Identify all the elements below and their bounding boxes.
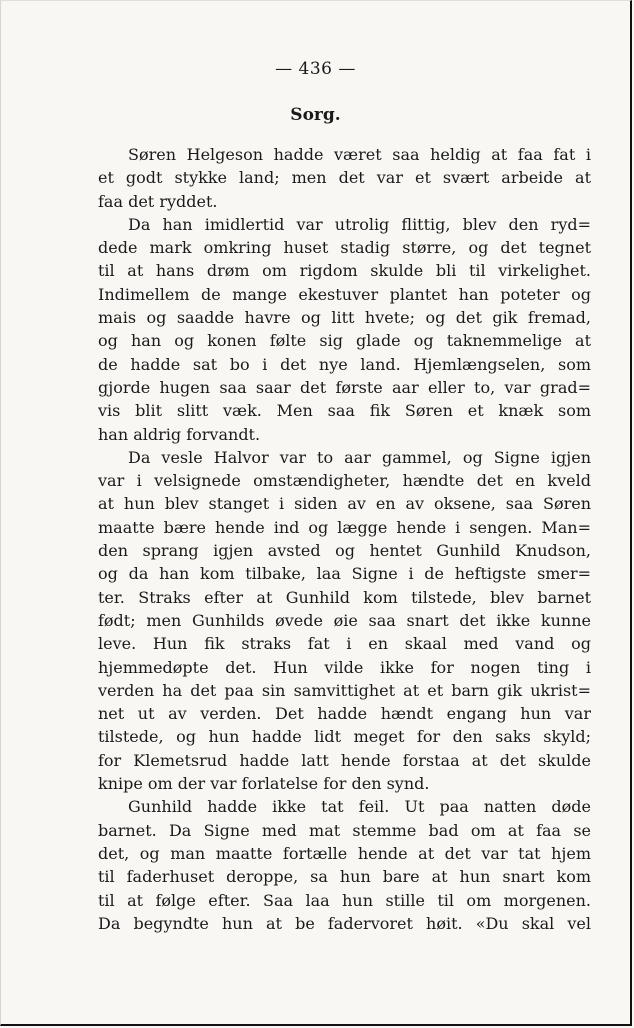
text-line: den sprang igjen avsted og hentet Gunhild Knudson,: [98, 541, 591, 561]
text-line: vis blit slitt væk. Men saa fik Søren et knæk som: [98, 401, 591, 421]
text-line: Da vesle Halvor var to aar gammel, og Signe igjen: [128, 447, 591, 467]
text-line: Gunhild hadde ikke tat feil. Ut paa natten døde: [128, 797, 591, 817]
text-line: var i velsignede omstændigheter, hændte det en kveld: [98, 471, 591, 491]
text-line: tilstede, og hun hadde lidt meget for den saks skyld;: [98, 727, 591, 747]
text-line: mais og saadde havre og litt hvete; og det gik fremad,: [98, 308, 591, 328]
text-line: gjorde hugen saa saar det første aar eller to, var grad=: [98, 377, 591, 397]
text-line: for Klemetsrud hadde latt hende forstaa at det skulde: [98, 750, 591, 770]
text-line: han aldrig forvandt.: [98, 424, 261, 444]
body-text: [98, 143, 591, 935]
text-line: født; men Gunhilds øvede øie saa snart det ikke kunne: [98, 610, 591, 630]
text-line: maatte bære hende ind og lægge hende i sengen. Man=: [98, 517, 591, 537]
text-line: det, og man maatte fortælle hende at det var tat hjem: [98, 843, 591, 863]
text-line: knipe om der var forlatelse for den synd.: [98, 774, 430, 794]
text-line: til at følge efter. Saa laa hun stille til om morgenen.: [98, 890, 591, 910]
text-line: et godt stykke land; men det var et svært arbeide at: [98, 168, 591, 188]
text-line: ter. Straks efter at Gunhild kom tilstede, blev barnet: [98, 587, 591, 607]
text-line: Da han imidlertid var utrolig flittig, blev den ryd=: [128, 214, 591, 234]
text-line: Da begyndte hun at be fadervoret høit. «Du skal vel: [98, 913, 591, 933]
text-line: net ut av verden. Det hadde hændt engang hun var: [98, 704, 591, 724]
text-line: de hadde sat bo i det nye land. Hjemlængselen, som: [98, 354, 591, 374]
text-line: dede mark omkring huset stadig større, og det tegnet: [98, 238, 591, 258]
text-line: verden ha det paa sin samvittighet at et barn gik ukrist=: [98, 680, 591, 700]
text-line: Indimellem de mange ekestuver plantet han poteter og: [98, 284, 591, 304]
text-line: barnet. Da Signe med mat stemme bad om at faa se: [98, 820, 591, 840]
text-line: leve. Hun fik straks fat i en skaal med vand og: [98, 634, 591, 654]
page-number: — 436 —: [275, 59, 356, 79]
text-line: og han og konen følte sig glade og taknemmelige at: [98, 331, 591, 351]
text-line: til at hans drøm om rigdom skulde bli til virkelighet.: [98, 261, 591, 281]
chapter-title: Sorg.: [290, 105, 341, 125]
text-line: faa det ryddet.: [98, 191, 218, 211]
text-line: og da han kom tilbake, laa Signe i de heftigste smer=: [98, 564, 591, 584]
text-line: hjemmedøpte det. Hun vilde ikke for nogen ting i: [98, 657, 591, 677]
text-line: at hun blev stanget i siden av en av oksene, saa Søren: [98, 494, 591, 514]
text-line: til faderhuset deroppe, sa hun bare at hun snart kom: [98, 867, 591, 887]
text-line: Søren Helgeson hadde været saa heldig at faa fat i: [128, 145, 591, 164]
